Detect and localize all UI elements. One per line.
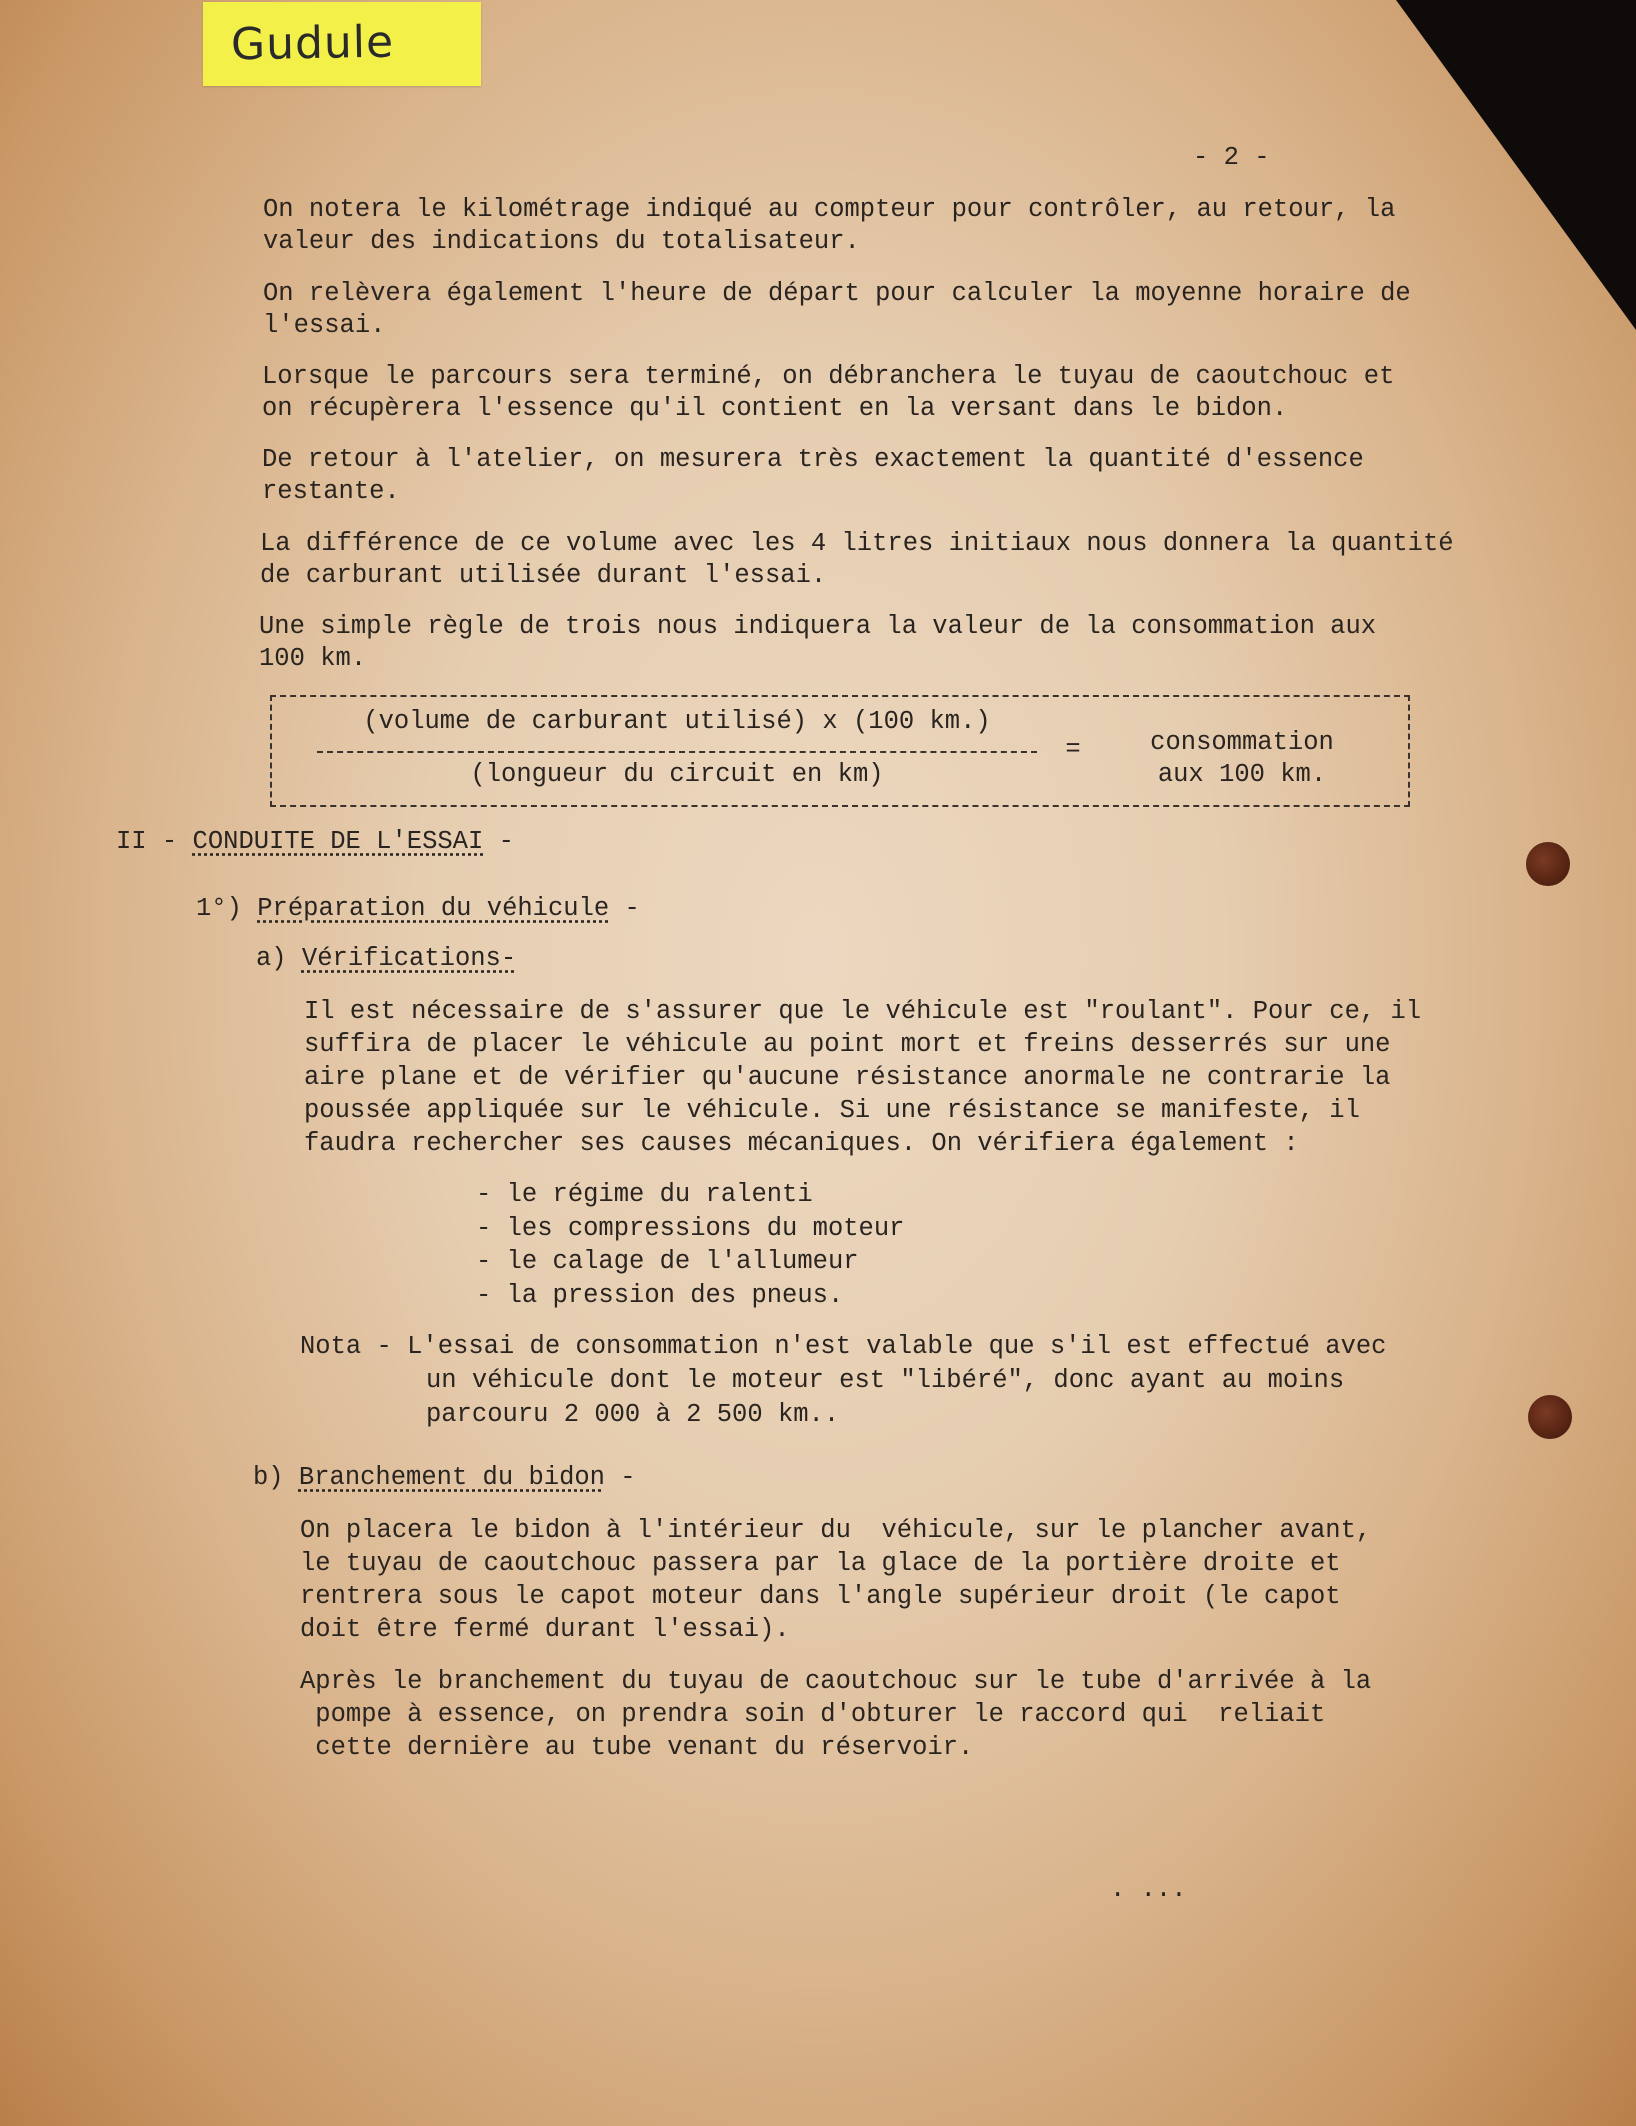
formula-denominator: (longueur du circuit en km) <box>470 760 884 789</box>
nota-line: un véhicule dont le moteur est "libéré", donc ayant au moins <box>426 1366 1345 1395</box>
formula-result-line: aux 100 km. <box>1157 760 1327 789</box>
paragraph-line: On relèvera également l'heure de départ pour calculer la moyenne horaire de <box>263 279 1411 308</box>
list-item: - le calage de l'allumeur <box>476 1247 859 1276</box>
subsection-number: 1°) <box>196 894 242 923</box>
part-label: b) <box>253 1463 284 1492</box>
paragraph-line: on récupèrera l'essence qu'il contient en la versant dans le bidon. <box>262 394 1288 423</box>
punch-hole-top <box>1526 842 1570 886</box>
paragraph-line: Une simple règle de trois nous indiquera la valeur de la consommation aux <box>259 612 1377 641</box>
paragraph-line: aire plane et de vérifier qu'aucune résistance anormale ne contrarie la <box>304 1063 1391 1092</box>
nota-line: Nota - L'essai de consommation n'est valable que s'il est effectué avec <box>300 1332 1387 1361</box>
part-title: Branchement du bidon <box>298 1463 605 1492</box>
formula-equals: = <box>1065 735 1081 764</box>
paragraph-line: valeur des indications du totalisateur. <box>263 227 860 256</box>
dark-corner <box>1396 0 1636 330</box>
subsection-dash: - <box>624 894 640 923</box>
formula-box <box>270 695 1410 807</box>
paragraph-line: poussée appliquée sur le véhicule. Si une résistance se manifeste, il <box>304 1096 1360 1125</box>
subsection-title: Préparation du véhicule <box>257 894 610 923</box>
list-item: - le régime du ralenti <box>476 1180 813 1209</box>
page-number: - 2 - <box>1193 143 1270 172</box>
part-label: a) <box>256 944 287 973</box>
paragraph-line: On notera le kilométrage indiqué au compteur pour contrôler, au retour, la <box>263 195 1396 224</box>
paragraph-line: doit être fermé durant l'essai). <box>300 1615 790 1644</box>
part-dash: - <box>620 1463 636 1492</box>
list-item: - les compressions du moteur <box>476 1214 905 1243</box>
part-heading <box>256 943 516 975</box>
list-item: - la pression des pneus. <box>476 1281 844 1310</box>
part-title: Vérifications- <box>301 944 517 973</box>
paragraph-line: rentrera sous le capot moteur dans l'angle supérieur droit (le capot <box>300 1582 1341 1611</box>
paragraph-line: Après le branchement du tuyau de caoutchouc sur le tube d'arrivée à la <box>300 1667 1372 1696</box>
paragraph-line: faudra rechercher ses causes mécaniques. On vérifiera également : <box>304 1129 1299 1158</box>
paragraph-line: Il est nécessaire de s'assurer que le véhicule est "roulant". Pour ce, il <box>304 997 1422 1026</box>
paragraph-line: de carburant utilisée durant l'essai. <box>260 561 827 590</box>
punch-hole-bottom <box>1528 1395 1572 1439</box>
paragraph-line: 100 km. <box>259 644 367 673</box>
paragraph-line: suffira de placer le véhicule au point mort et freins desserrés sur une <box>304 1030 1391 1059</box>
formula-numerator: (volume de carburant utilisé) x (100 km.) <box>363 707 991 736</box>
paragraph-line: restante. <box>262 477 400 506</box>
section-number: II - <box>116 827 178 856</box>
paragraph-line: On placera le bidon à l'intérieur du véhicule, sur le plancher avant, <box>300 1516 1372 1545</box>
sticky-note-text: Gudule <box>230 16 395 71</box>
section-title: CONDUITE DE L'ESSAI <box>192 827 484 856</box>
part-heading <box>253 1462 636 1494</box>
continuation-mark: . ... <box>1110 1875 1187 1904</box>
fraction-line <box>317 751 1037 753</box>
paragraph-line: Lorsque le parcours sera terminé, on débranchera le tuyau de caoutchouc et <box>262 362 1395 391</box>
paragraph-line: La différence de ce volume avec les 4 litres initiaux nous donnera la quantité <box>260 529 1454 558</box>
subsection-heading <box>196 893 640 925</box>
paragraph-line: le tuyau de caoutchouc passera par la glace de la portière droite et <box>300 1549 1341 1578</box>
paragraph-line: cette dernière au tube venant du réservoir. <box>300 1733 974 1762</box>
section-dash: - <box>498 827 514 856</box>
nota-line: parcouru 2 000 à 2 500 km.. <box>426 1400 840 1429</box>
paragraph-line: l'essai. <box>263 311 386 340</box>
sticky-note <box>203 2 481 86</box>
paragraph-line: De retour à l'atelier, on mesurera très exactement la quantité d'essence <box>262 445 1364 474</box>
paragraph-line: pompe à essence, on prendra soin d'obturer le raccord qui reliait <box>300 1700 1326 1729</box>
formula-result-line: consommation <box>1150 728 1334 757</box>
section-heading <box>116 826 514 858</box>
